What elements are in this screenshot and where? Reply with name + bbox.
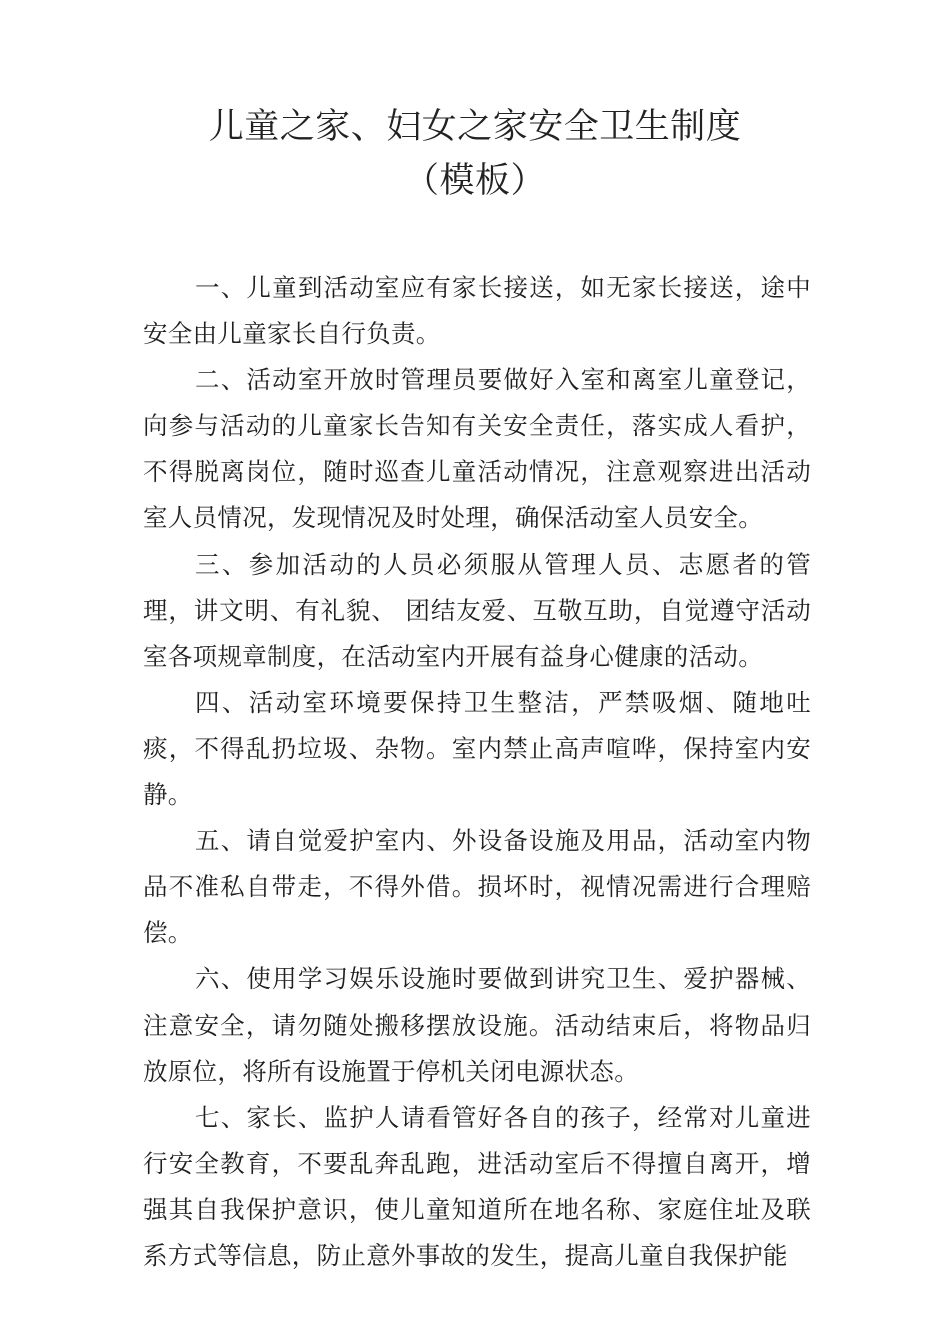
document-body: [143, 265, 811, 1279]
paragraph-1: 一、儿童到活动室应有家长接送，如无家长接送，途中安全由儿童家长自行负责。: [143, 273, 811, 349]
document-subtitle: （模板）: [403, 161, 546, 201]
paragraph-4: 四、活动室环境要保持卫生整洁，严禁吸烟、随地吐痰，不得乱扔垃圾、杂物。室内禁止高声喧哗，保持室内安静。: [143, 687, 811, 810]
paragraph-7: 七、家长、监护人请看管好各自的孩子，经常对儿童进行安全教育，不要乱奔乱跑，进活动室后不得擅自离开，增强其自我保护意识，使儿童知道所在地名称、家庭住址及联系方式等信息，防止意外事故的发生，提高儿童自我保护能: [143, 1102, 811, 1270]
paragraph-5: 五、请自觉爱护室内、外设备设施及用品，活动室内物品不准私自带走，不得外借。损坏时，视情况需进行合理赔偿。: [143, 826, 811, 948]
paragraph-3: 三、参加活动的人员必须服从管理人员、志愿者的管理，讲文明、有礼貌、 团结友爱、互敬互助，自觉遵守活动室各项规章制度，在活动室内开展有益身心健康的活动。: [143, 549, 811, 671]
paragraph-6: 六、使用学习娱乐设施时要做到讲究卫生、爱护器械、注意安全，请勿随处搬移摆放设施。活动结束后，将物品归放原位，将所有设施置于停机关闭电源状态。: [143, 964, 811, 1086]
paragraph-2: 二、活动室开放时管理员要做好入室和离室儿童登记，向参与活动的儿童家长告知有关安全责任，落实成人看护，不得脱离岗位，随时巡查儿童活动情况，注意观察进出活动室人员情况，发现情况及时处理，确保活动室人员安全。: [143, 365, 811, 533]
document-title: 儿童之家、妇女之家安全卫生制度: [208, 107, 742, 147]
